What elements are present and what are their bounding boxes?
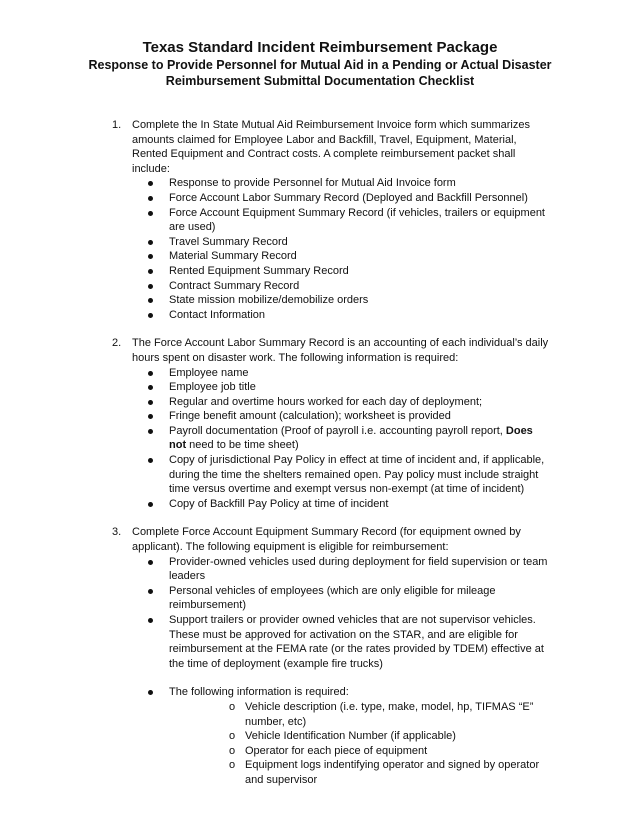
- bullet-icon: [148, 313, 153, 318]
- document-header: [0, 38, 640, 89]
- sub-list-item: [229, 744, 552, 759]
- bullet-icon: [148, 690, 153, 695]
- list-item: [169, 613, 552, 671]
- sub-list: [169, 700, 552, 788]
- list-item: [169, 453, 552, 497]
- section-number: 1.: [112, 119, 122, 131]
- list-item: [169, 424, 552, 453]
- list-item: [169, 249, 552, 264]
- list-item-text: Employee name: [169, 366, 249, 379]
- list-item-text: Support trailers or provider owned vehicles that are not supervisor vehicles. These must be approved for activation on the STAR, and are eligible for reimbursement at the FEMA rate (or the rates provided by TDEM) effective at the time of deployment (example fire trucks): [169, 614, 544, 670]
- payroll-text-post: need to be time sheet): [186, 439, 299, 452]
- bullet-icon: [148, 618, 153, 623]
- list-item: [169, 264, 552, 279]
- list-item: [169, 395, 552, 410]
- section-text: Complete the In State Mutual Aid Reimbursement Invoice form which summarizes amounts claimed for Employee Labor and Backfill, Travel, Equipment, Material, Rented Equipment and Contract costs. A complete reimbursement packet shall include:: [132, 119, 530, 175]
- bullet-icon: [148, 385, 153, 390]
- list-item: [169, 409, 552, 424]
- list-item-text: Rented Equipment Summary Record: [169, 264, 349, 277]
- checklist-section-3: [112, 525, 552, 787]
- list-item: [169, 206, 552, 235]
- bullet-icon: [148, 429, 153, 434]
- bullet-icon: [148, 400, 153, 405]
- list-item-text: Material Summary Record: [169, 250, 297, 263]
- bullet-icon: [148, 269, 153, 274]
- list-item-text: Copy of Backfill Pay Policy at time of incident: [169, 497, 389, 510]
- list-item-text: Travel Summary Record: [169, 235, 288, 248]
- bullet-icon: [148, 458, 153, 463]
- document-subtitle-line-1: Response to Provide Personnel for Mutual Aid in a Pending or Actual Disaster: [88, 58, 552, 72]
- bullet-icon: [148, 181, 153, 186]
- payroll-text-bold: Does not: [169, 424, 533, 452]
- sub-list-item-text: Operator for each piece of equipment: [245, 744, 428, 757]
- list-item-text: Force Account Equipment Summary Record (if vehicles, trailers or equipment are used): [169, 206, 545, 234]
- list-item-text: Employee job title: [169, 381, 256, 394]
- bullet-icon: [148, 414, 153, 419]
- list-item-text: Provider-owned vehicles used during deployment for field supervision or team leaders: [169, 555, 548, 583]
- circle-bullet-icon: o: [229, 744, 236, 757]
- section-text: Complete Force Account Equipment Summary Record (for equipment owned by applicant). The following equipment is eligible for reimbursement:: [132, 526, 521, 554]
- list-item-text: Fringe benefit amount (calculation); worksheet is provided: [169, 410, 451, 423]
- circle-bullet-icon: o: [229, 700, 236, 713]
- sub-list-item: [229, 700, 552, 729]
- payroll-text-pre: Payroll documentation (Proof of payroll i.e. accounting payroll report,: [169, 424, 506, 437]
- circle-bullet-icon: o: [229, 759, 236, 772]
- list-item-text: Contact Information: [169, 308, 265, 321]
- list-item: [169, 293, 552, 308]
- checklist-section-2: [112, 336, 552, 511]
- bullet-list: [132, 366, 552, 512]
- list-item-text: The following information is required:: [169, 686, 349, 699]
- bullet-icon: [148, 240, 153, 245]
- section-number: 2.: [112, 337, 122, 350]
- document-subtitle-line-2: Reimbursement Submittal Documentation Checklist: [165, 74, 475, 88]
- section-number: 3.: [112, 526, 122, 539]
- checklist: [112, 118, 552, 788]
- list-item-text: State mission mobilize/demobilize orders: [169, 294, 369, 307]
- list-item: [169, 235, 552, 250]
- checklist-section-1: [112, 118, 552, 322]
- list-item-text: Regular and overtime hours worked for each day of deployment;: [169, 395, 483, 408]
- bullet-icon: [148, 196, 153, 201]
- list-item: [169, 366, 552, 381]
- bullet-icon: [148, 254, 153, 259]
- list-item: [169, 176, 552, 191]
- list-item: [169, 308, 552, 323]
- bullet-icon: [148, 284, 153, 289]
- list-item: [169, 279, 552, 294]
- list-item-text: Response to provide Personnel for Mutual Aid Invoice form: [169, 177, 456, 190]
- section-text: The Force Account Labor Summary Record is an accounting of each individual’s daily hours spent on disaster work. The following information is required:: [132, 337, 549, 364]
- list-item: [169, 497, 552, 512]
- bullet-icon: [148, 371, 153, 376]
- sub-list-item: [229, 729, 552, 744]
- list-item: [169, 555, 552, 584]
- sub-list-item-text: Vehicle Identification Number (if applicable): [245, 730, 456, 743]
- list-item-text: Force Account Labor Summary Record (Deployed and Backfill Personnel): [169, 191, 528, 204]
- document-title: Texas Standard Incident Reimbursement Package: [142, 39, 498, 56]
- list-item-text: Contract Summary Record: [169, 279, 300, 292]
- bullet-icon: [148, 589, 153, 594]
- bullet-icon: [148, 502, 153, 507]
- bullet-list: [132, 555, 552, 788]
- bullet-icon: [148, 298, 153, 303]
- circle-bullet-icon: o: [229, 730, 236, 743]
- list-item: [169, 380, 552, 395]
- list-item: [169, 685, 552, 787]
- sub-list-item: [229, 758, 552, 787]
- list-item: [169, 191, 552, 206]
- list-item-text: Copy of jurisdictional Pay Policy in effect at time of incident and, if applicable, during the time the shelters remained open. Pay policy must include straight time versus overtime and exempt versus non-exempt (at time of incident): [169, 454, 545, 496]
- bullet-icon: [148, 560, 153, 565]
- list-item: [169, 584, 552, 613]
- bullet-icon: [148, 211, 153, 216]
- list-item-text: Personal vehicles of employees (which are only eligible for mileage reimbursement): [169, 584, 496, 612]
- sub-list-item-text: Vehicle description (i.e. type, make, model, hp, TIFMAS “E” number, etc): [245, 700, 534, 728]
- bullet-list: [132, 176, 552, 322]
- sub-list-item-text: Equipment logs indentifying operator and signed by operator and supervisor: [245, 759, 540, 786]
